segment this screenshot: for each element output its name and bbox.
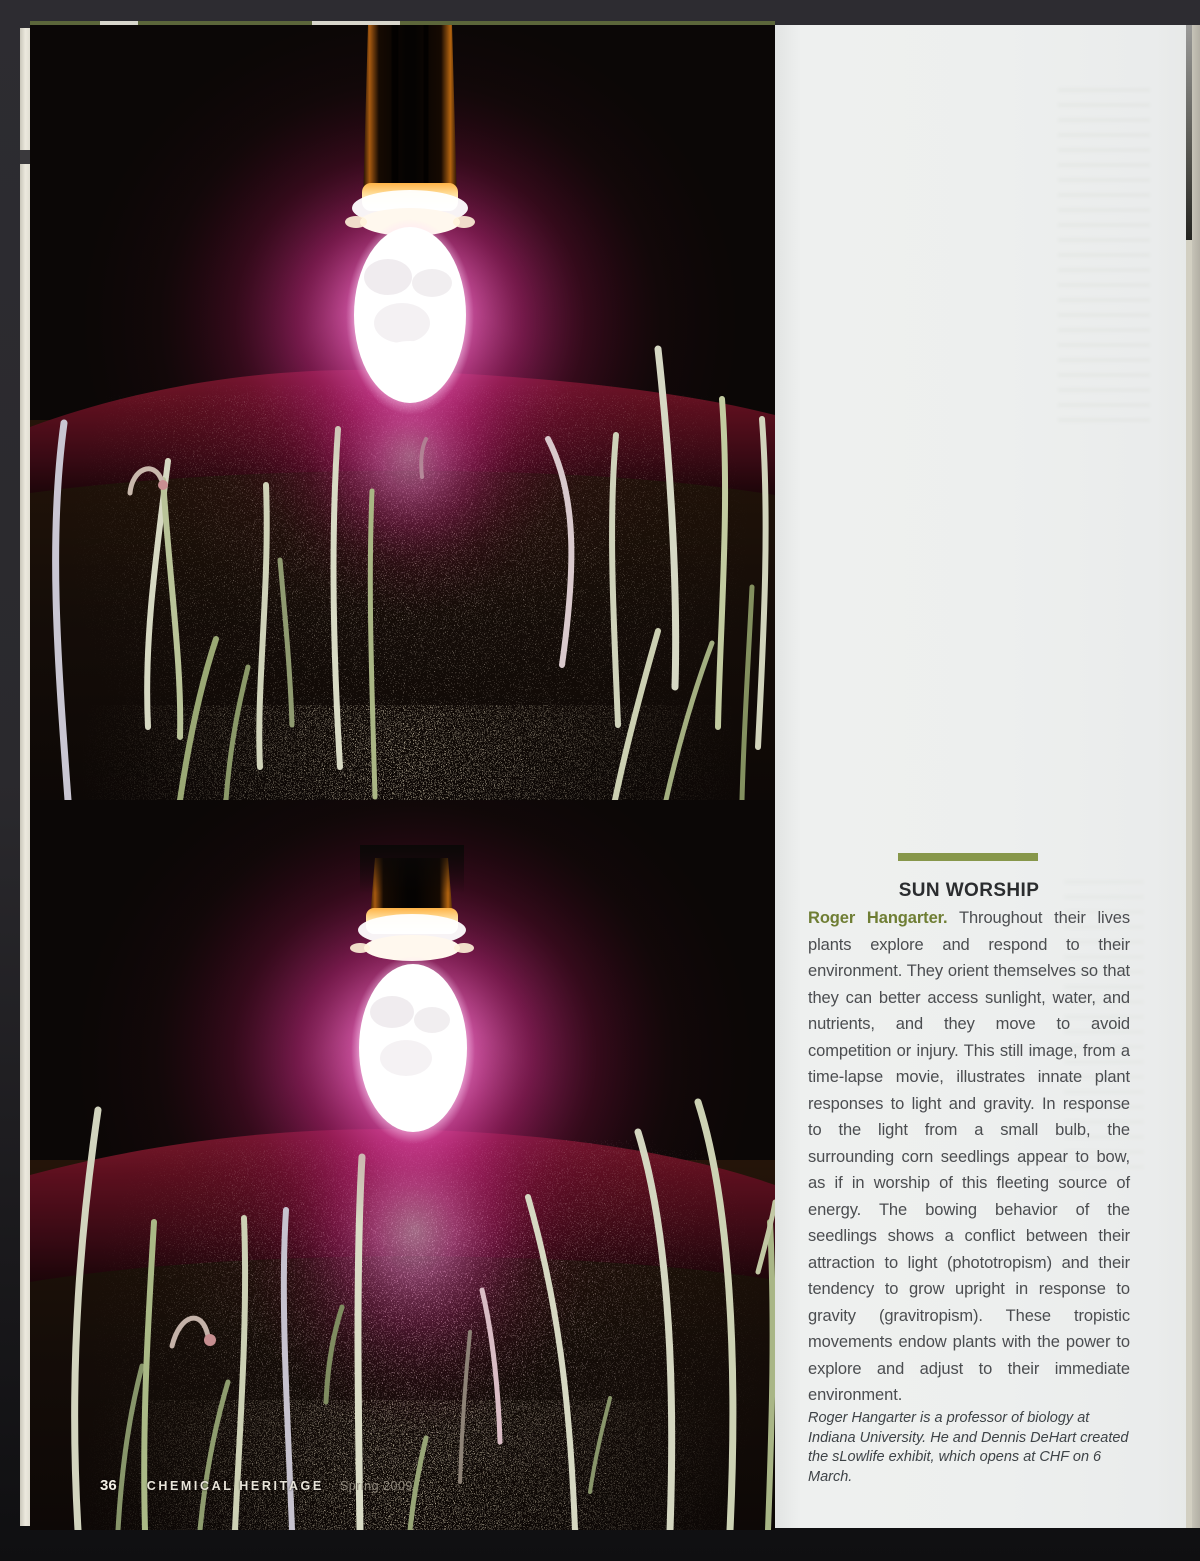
article-lead-in: Roger Hangarter. bbox=[808, 909, 948, 927]
page-number: 36 bbox=[100, 1477, 117, 1494]
author-bio: Roger Hangarter is a professor of biology at Indiana University. He and Dennis DeHart created the sLowlife exhibit, which opens at CHF on 6 March. bbox=[808, 1410, 1129, 1485]
article-body-text: Throughout their lives plants explore and respond to their environment. They orient themselves so that they can better access sunlight, water, and nutrients, and they move to avoid competition or injury. This still image, from a time-lapse movie, illustrates innate plant responses to light and gravity. In response to the light from a small bulb, the surrounding corn seedlings appear to bow, as if in worship of this fleeting source of energy. The bowing behavior of the seedlings shows a conflict between their attraction to light (phototropism) and their tendency to grow upright in response to gravity (gravitropism). These tropistic movements endow plants with the power to explore and adjust to their immediate environment. bbox=[808, 909, 1130, 1404]
page-edge-right-outer bbox=[1192, 25, 1200, 1528]
photo-column bbox=[30, 25, 775, 1530]
footer-separator: · bbox=[330, 1479, 335, 1493]
article-body bbox=[808, 905, 1130, 1409]
section-accent-rule bbox=[898, 853, 1038, 861]
section-heading: SUN WORSHIP bbox=[898, 880, 1040, 901]
magazine-title: CHEMICAL HERITAGE bbox=[146, 1479, 324, 1493]
page-showthrough bbox=[1058, 88, 1150, 428]
seedlings-bulb-photo-bottom bbox=[30, 800, 775, 1530]
seedlings-bulb-photo-top bbox=[30, 25, 775, 800]
issue-label: Spring 2009 bbox=[339, 1479, 413, 1493]
page-footer bbox=[100, 1477, 413, 1494]
light-bulb-bottom bbox=[350, 845, 475, 1144]
